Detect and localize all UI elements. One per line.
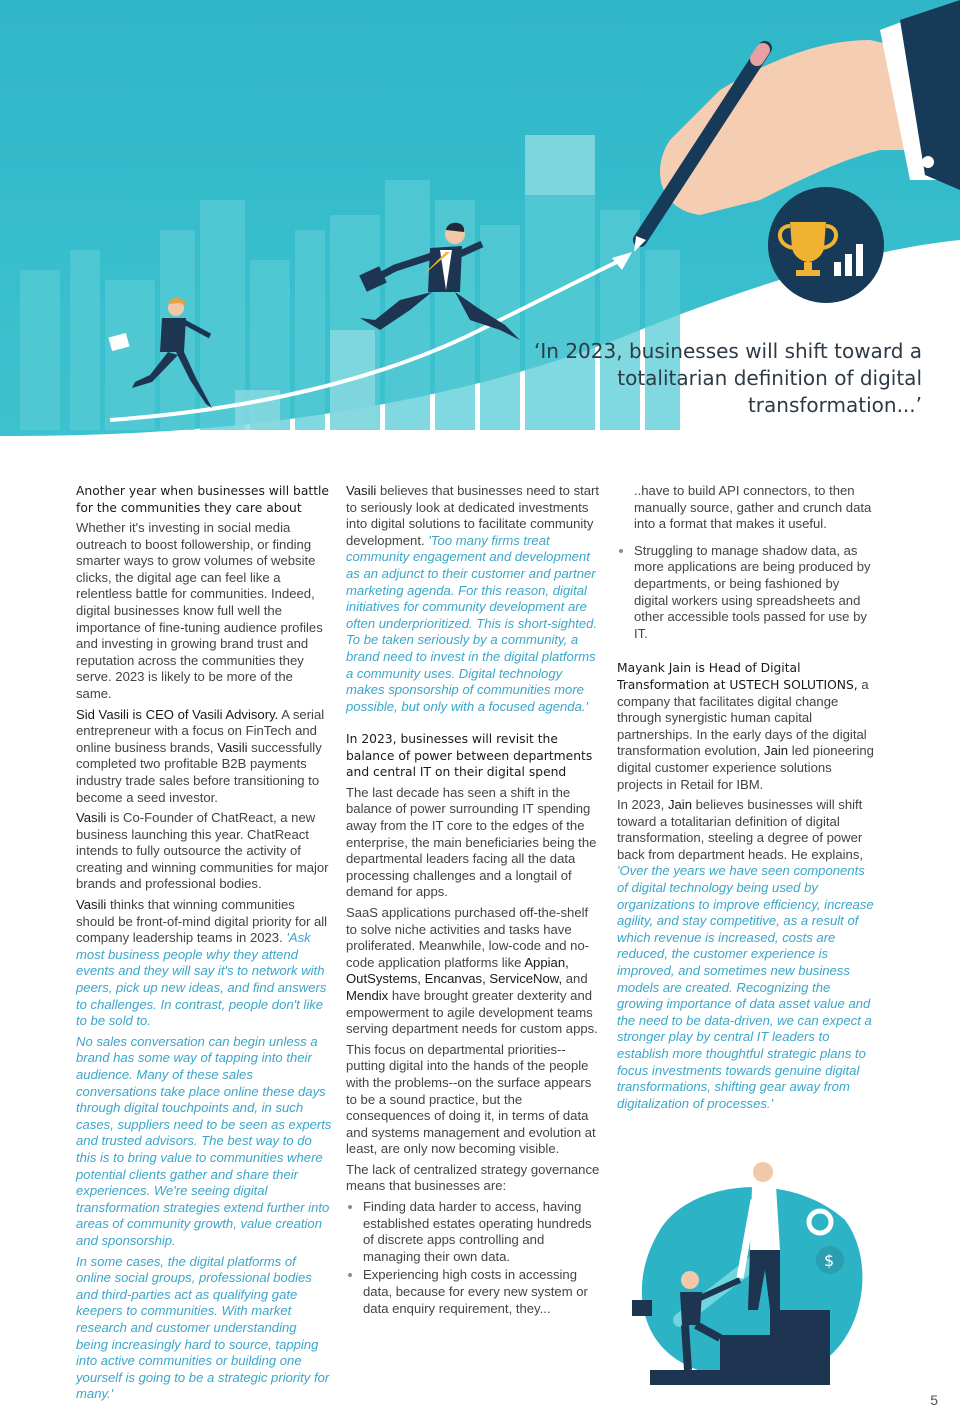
page-number: 5 — [930, 1392, 938, 1408]
quote-text: 'Ask most business people why they attend events and they will say it's to network with peers, pick up new ideas, and find answers to challenges. In contrast, people don't like to be sold to. — [76, 930, 327, 1029]
paragraph — [76, 897, 332, 1030]
paragraph-text: have brought greater dexterity and empowerment to agile development teams serving department needs for custom apps. — [346, 987, 598, 1037]
person-name: Vasili — [76, 810, 107, 826]
person-name: Vasili — [346, 483, 377, 498]
bullet-list — [346, 1199, 602, 1317]
pull-quote: ‘In 2023, businesses will shift toward a totalitarian definition of digital transformation...’ — [534, 339, 922, 417]
dollar-icon: $ — [824, 1251, 835, 1270]
article-column-2 — [346, 483, 602, 1325]
paragraph-text: In 2023, — [617, 797, 668, 813]
paragraph-text: and — [562, 971, 588, 987]
paragraph: This focus on departmental priorities--putting digital into the hands of the people with the problems--on the surface appears to be a sound practice, but the consequences of doing it, in terms of data and systems management and evolution at least, are only now becoming visible. — [346, 1041, 596, 1157]
person-name: Mayank Jain is Head of Digital Transformation at USTECH SOLUTIONS, — [617, 661, 858, 692]
paragraph-text: successfully completed two profitable B2B payments industry trade sales before transitioning to become a seed investor. — [76, 739, 322, 805]
list-item: • Experiencing high costs in accessing data, because for every new system or data enquiry requirement, they... — [363, 1267, 602, 1317]
bullet-list — [617, 543, 875, 643]
paragraph: The last decade has seen a shift in the balance of power surrounding IT spending away from the IT core to the edges of the enterprise, the main beneficiaries being the departmental leaders facing all the data processing challenges and a longtail of demand for apps. — [346, 784, 597, 900]
paragraph-text: is Co-Founder of ChatReact, a new business launching this year. ChatReact intends to fully outsource the activity of creating and winning communities for major brands and professional bodies. — [76, 810, 329, 892]
paragraph-text: believes businesses will shift toward a totalitarian definition of digital transformation, steeling a degree of power back from department heads. He explains, — [617, 797, 864, 862]
paragraph — [617, 660, 875, 793]
paragraph — [617, 797, 875, 1112]
quote-paragraph: In some cases, the digital platforms of online social groups, professional bodies and third-parties act as qualifying gate keepers to communities. With market research and customer understanding being increasingly hard to source, tapping into active communities or building one yourself is going to be a strategic priority for many.' — [76, 1253, 330, 1402]
company-name: Mendix — [346, 987, 389, 1003]
paragraph — [76, 707, 332, 807]
paragraph-text: led pioneering digital customer experience solutions projects in Retail for IBM. — [617, 743, 874, 792]
list-item: • Struggling to manage shadow data, as more applications are being produced by departments, or being fashioned by digital workers using spreadsheets and other accessible tools passed for use by IT. — [634, 543, 875, 643]
person-name: Jain — [667, 797, 692, 813]
section-heading: Another year when businesses will battle for the communities they care about — [76, 484, 329, 515]
handshake-illustration — [630, 1160, 870, 1390]
section-heading: In 2023, businesses will revisit the balance of power between departments and central IT on their digital spend — [346, 732, 593, 780]
list-item: • Finding data harder to access, having established estates operating hundreds of discrete apps controlling and managing their own data. — [363, 1199, 602, 1265]
paragraph-text: A serial entrepreneur with a focus on FinTech and online business brands, — [76, 706, 325, 755]
person-name: Vasili — [76, 897, 107, 913]
paragraph-text: SaaS applications purchased off-the-shelf to solve niche activities and tasks have proliferated. Meanwhile, low-code and no-code application platforms like — [346, 904, 590, 970]
paragraph — [76, 520, 332, 703]
trophy-badge — [768, 187, 884, 303]
quote-text: 'Over the years we have seen components of digital technology being used by organizations to improve efficiency, increase agility, and stay competitive, as a result of which revenue is increased, costs are reduced, the customer experience is improved, and sometimes new business models are created. Recognizing the growing importance of data asset value and the need to be data-driven, we can expect a stronger play by central IT leaders to establish more thoughtful strategic plans to focus investments towards genuine digital transformations, shifting gear away from digitalization of processes.' — [617, 863, 874, 1111]
paragraph-text: a company that facilitates digital change through synergistic human capital partnerships. In the early days of the digital transformation evolution, — [617, 676, 869, 759]
paragraph-text: Whether it's investing in social media outreach to boost followership, or finding smarter ways to grow volumes of website clicks, the digital age can feel like a relentless battle for communities. Indeed, digital businesses know full well the importance of fine-tuning audience profiles and investing in growing brand trust and reputation across the communities they serve. 2023 is likely to be more of the same. — [76, 520, 323, 701]
person-name: Jain — [764, 743, 789, 759]
handshake-scene — [630, 1160, 870, 1390]
paragraph — [346, 483, 602, 715]
paragraph-text: thinks that winning communities should be front-of-mind digital priority for all company leadership teams in 2023. — [76, 897, 328, 946]
paragraph-text: believes that businesses need to start to seriously look at dedicated investments into digital solutions to facilitate community development. — [346, 483, 600, 548]
company-names: Appian, OutSystems, Encanvas, ServiceNow, — [346, 954, 569, 987]
person-name: Sid Vasili is CEO of Vasili Advisory. — [76, 706, 279, 722]
article-column-3 — [617, 483, 875, 1116]
article-column-1 — [76, 483, 332, 1407]
paragraph — [346, 905, 602, 1038]
quote-text: 'Too many firms treat community engagement and development as an adjunct to their customer and partner marketing agenda. For this reason, digital initiatives for community development are often underprioritized. This is short-sighted. To be taken seriously by a community, a brand need to invest in the digital platforms a community uses. Digital technology makes sponsorship of communities more possible, but only with a focused agenda.' — [346, 532, 598, 714]
person-name: Vasili — [217, 739, 248, 755]
paragraph: ..have to build API connectors, to then manually source, gather and crunch data into a format that makes it useful. — [634, 483, 872, 532]
paragraph: The lack of centralized strategy governance means that businesses are: — [346, 1161, 600, 1194]
paragraph — [76, 810, 332, 893]
quote-paragraph: No sales conversation can begin unless a brand has some way of tapping into their audience. Many of these sales conversations take place online these days through digital touchpoints and, in such cases, suppliers need to be seen as experts and trusted advisors. The best way to do this is to bring value to communities where potential clients gather and share their experiences. We're seeing digital transformation strategies extend further into areas of community growth, value creation and sponsorship. — [76, 1033, 332, 1248]
